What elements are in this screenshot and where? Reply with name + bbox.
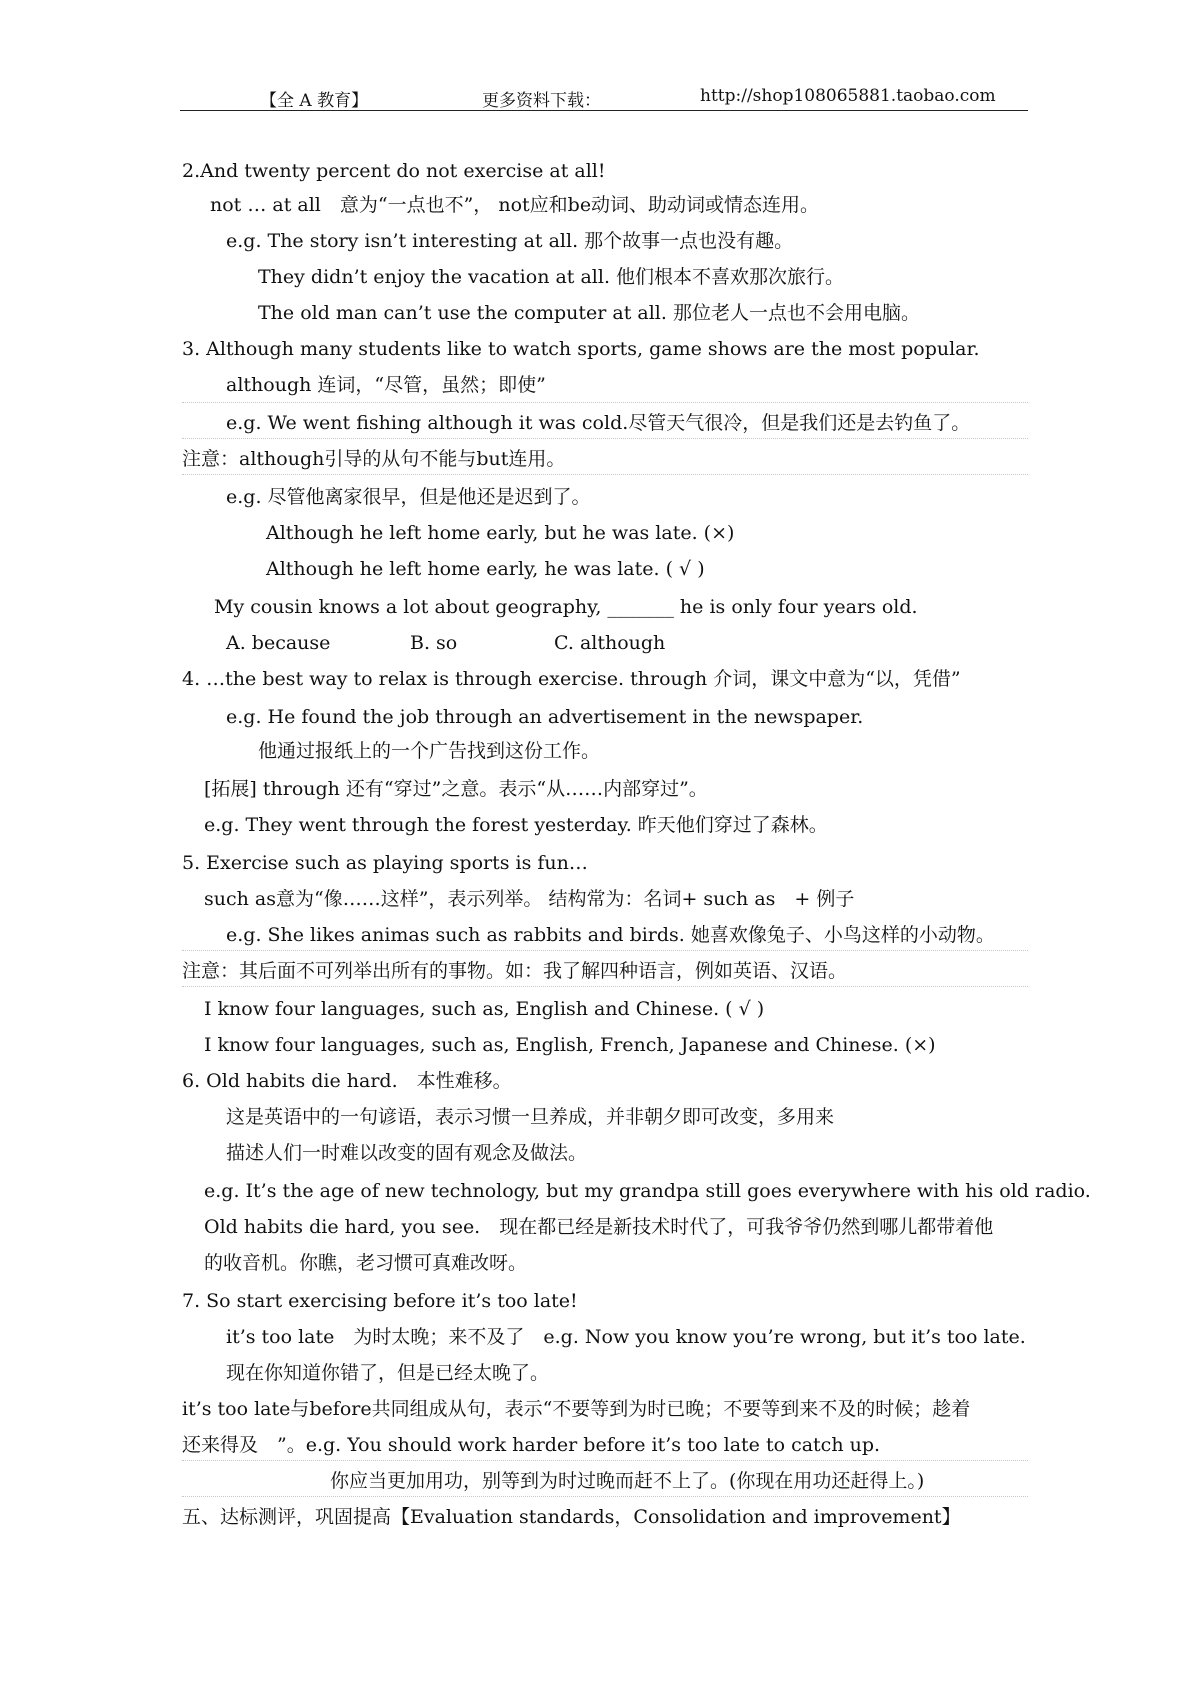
too-late-explanation: it’s too late 为时太晚；来不及了 e.g. Now you know you’re wrong, but it’s too late. [226,1326,1026,1348]
wrong-example: I know four languages, such as, English, French, Japanese and Chinese. (×) [204,1034,936,1056]
example-line: Old habits die hard, you see. 现在都已经是新技术时代了，可我爷爷仍然到哪儿都带着他 [204,1216,994,1238]
option-b: B. so [410,632,458,654]
example-line: e.g. 尽管他离家很早，但是他还是迟到了。 [226,486,591,508]
header-shop-url[interactable]: http://shop108065881.taobao.com [700,86,996,106]
note-line: 注意：although引导的从句不能与but连用。 [182,448,566,470]
example-line: e.g. They went through the forest yesterday. 昨天他们穿过了森林。 [204,814,828,836]
dotted-divider [182,402,1028,403]
point-5-title: 5. Exercise such as playing sports is fun… [182,852,588,874]
header-brand: 【全 A 教育】 [260,91,369,111]
translation-line: 他通过报纸上的一个广告找到这份工作。 [258,740,601,762]
proverb-explanation: 描述人们一时难以改变的固有观念及做法。 [226,1142,588,1164]
such-as-explanation: such as意为“像……这样”，表示列举。 结构常为：名词+ such as + 例子 [204,888,855,910]
dotted-divider [182,474,1028,475]
dotted-divider [182,950,1028,951]
point-6-title: 6. Old habits die hard. 本性难移。 [182,1070,512,1092]
before-explanation: it’s too late与before共同组成从句，表示“不要等到为时已晚；不要等到来不及的时候；趁着 [182,1398,971,1420]
note-line: 注意：其后面不可列举出所有的事物。如：我了解四种语言，例如英语、汉语。 [182,960,848,982]
dotted-divider [182,438,1028,439]
option-c: C. although [554,632,666,654]
wrong-example: Although he left home early, but he was late. (×) [266,522,735,544]
example-line: 还来得及 ”。e.g. You should work harder before it’s too late to catch up. [182,1434,881,1456]
page-header [180,82,1028,111]
point-4-title: 4. …the best way to relax is through exercise. through 介词，课文中意为“以，凭借” [182,668,961,690]
although-explanation: although 连词，“尽管，虽然；即使” [226,374,546,396]
section-five-heading: 五、达标测评，巩固提高【Evaluation standards，Consolidation and improvement】 [182,1506,961,1528]
example-line: e.g. We went fishing although it was cold.尽管天气很冷，但是我们还是去钓鱼了。 [226,412,971,434]
point-7-title: 7. So start exercising before it’s too late! [182,1290,578,1312]
translation-line: 你应当更加用功，别等到为时过晚而赶不上了。(你现在用功还赶得上。) [330,1470,925,1492]
dotted-divider [182,1496,1028,1497]
dotted-divider [182,1460,1028,1461]
example-line: They didn’t enjoy the vacation at all. 他们根本不喜欢那次旅行。 [258,266,845,288]
not-at-all-explanation: not … at all 意为“一点也不”， not应和be动词、助动词或情态连用。 [210,194,820,216]
correct-example: I know four languages, such as, English and Chinese. ( √ ) [204,998,765,1020]
example-line: e.g. It’s the age of new technology, but my grandpa still goes everywhere with his old radio. [204,1180,1091,1202]
option-a: A. because [226,632,331,654]
header-download-label: 更多资料下载： [482,91,601,111]
point-3-title: 3. Although many students like to watch sports, game shows are the most popular. [182,338,980,360]
extension-note: [拓展] through 还有“穿过”之意。表示“从……内部穿过”。 [204,778,708,800]
example-line: e.g. He found the job through an advertisement in the newspaper. [226,706,864,728]
example-line: e.g. The story isn’t interesting at all. 那个故事一点也没有趣。 [226,230,794,252]
exercise-question: My cousin knows a lot about geography, _______ he is only four years old. [214,596,918,618]
translation-line: 的收音机。你瞧，老习惯可真难改呀。 [204,1252,528,1274]
example-line: e.g. She likes animas such as rabbits and birds. 她喜欢像兔子、小鸟这样的小动物。 [226,924,995,946]
translation-line: 现在你知道你错了，但是已经太晚了。 [226,1362,550,1384]
dotted-divider [182,986,1028,987]
point-2-title: 2.And twenty percent do not exercise at all! [182,160,606,182]
proverb-explanation: 这是英语中的一句谚语，表示习惯一旦养成，并非朝夕即可改变，多用来 [226,1106,835,1128]
correct-example: Although he left home early, he was late. ( √ ) [266,558,705,580]
example-line: The old man can’t use the computer at all. 那位老人一点也不会用电脑。 [258,302,920,324]
